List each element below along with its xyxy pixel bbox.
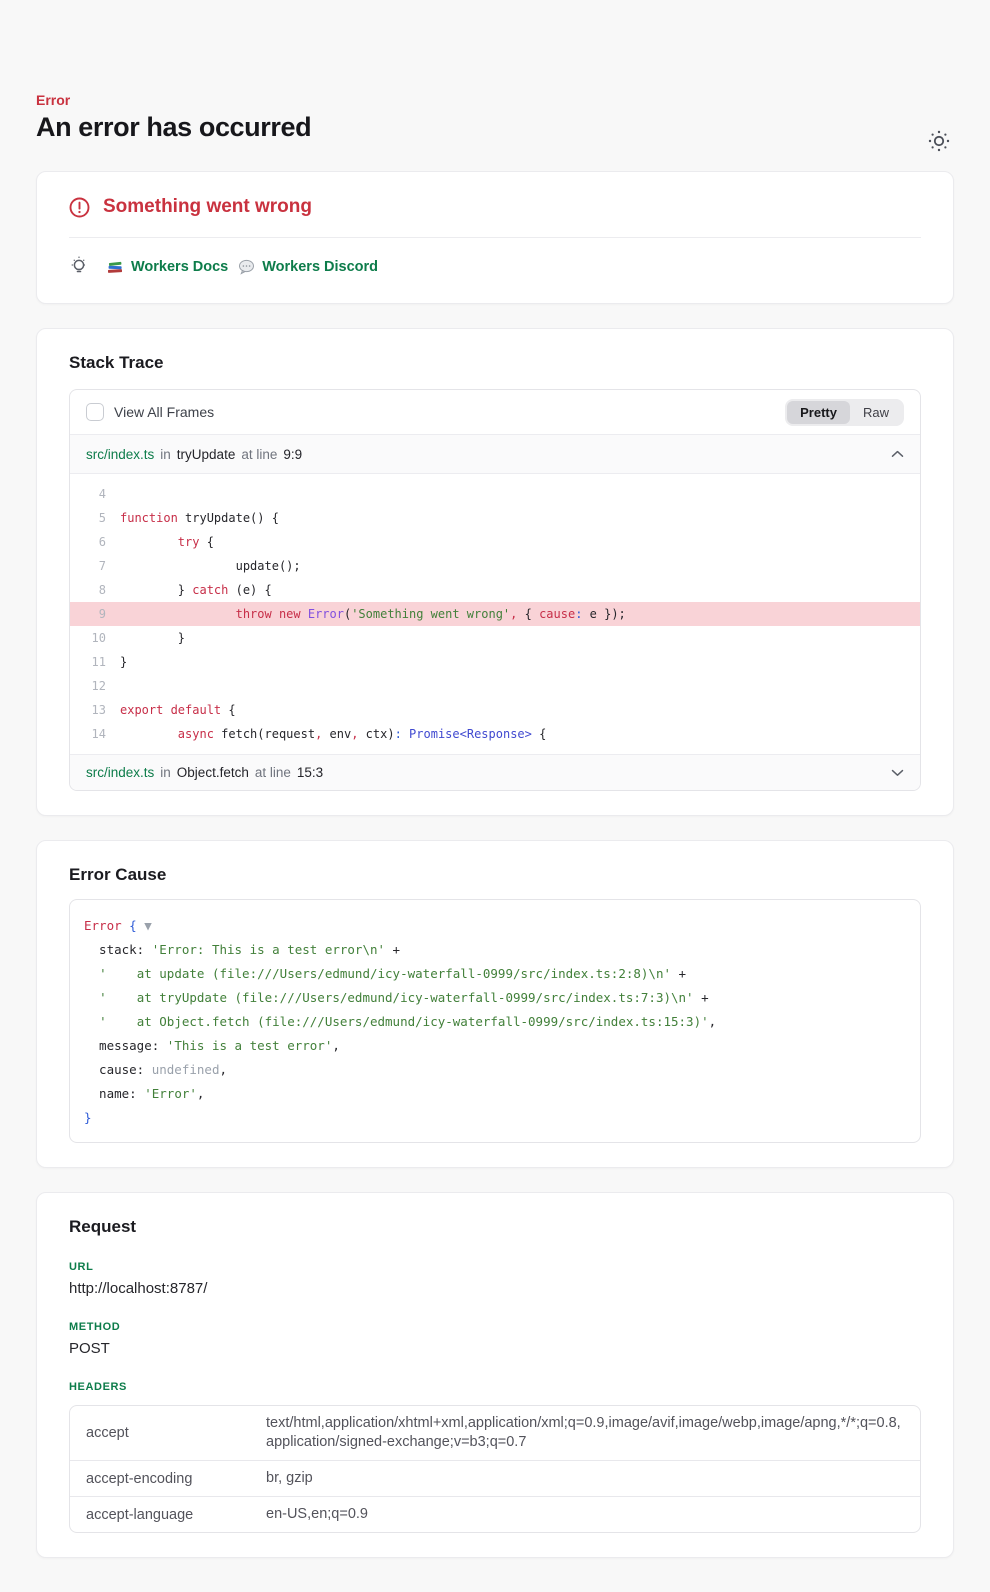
line-number: 7 — [98, 559, 106, 573]
header-value: br, gzip — [266, 1470, 313, 1486]
line-number: 14 — [91, 727, 106, 741]
request-heading: Request — [69, 1217, 137, 1236]
url-value: http://localhost:8787/ — [69, 1280, 208, 1297]
cause-line-8: name: 'Error' , — [84, 1085, 205, 1101]
header-name: accept-encoding — [86, 1470, 193, 1487]
header-value: text/html,application/xhtml+xml,application/xml;q=0.9,image/avif,image/webp,image/apng,*/*;q=0.8,application/signed-exchange;v=b3;q=0.7 — [266, 1415, 901, 1450]
method-value: POST — [69, 1340, 110, 1357]
workers-discord-link[interactable] — [238, 259, 378, 275]
sun-icon — [926, 128, 952, 154]
format-segmented-control — [785, 399, 904, 426]
line-number: 10 — [91, 631, 106, 645]
code-line-6 — [70, 530, 920, 554]
header-row — [70, 1460, 920, 1496]
line-number: 6 — [98, 535, 106, 549]
alert-heading: Something went wrong — [103, 196, 312, 217]
line-number: 13 — [91, 703, 106, 717]
code-line-7 — [70, 554, 920, 578]
line-number: 4 — [98, 487, 106, 501]
header-value: en-US,en;q=0.9 — [266, 1506, 368, 1522]
headers-label: HEADERS — [69, 1381, 127, 1393]
line-number: 11 — [91, 655, 106, 669]
code-text: } — [120, 655, 128, 669]
page-title: An error has occurred — [36, 112, 312, 142]
code-text: update(); — [120, 559, 301, 573]
stack-trace-box — [69, 389, 921, 791]
workers-discord-label: Workers Discord — [262, 259, 379, 275]
code-line-5 — [70, 506, 920, 530]
line-number: 12 — [91, 679, 106, 693]
cause-line-1: Error { ▼ — [84, 917, 152, 933]
code-line-13 — [70, 698, 920, 722]
cause-line-5: ' at Object.fetch (file:///Users/edmund/icy-waterfall-0999/src/index.ts:15:3)' , — [99, 1013, 717, 1029]
chevron-up-icon — [891, 450, 904, 458]
code-text: function tryUpdate() { — [120, 511, 279, 525]
code-line-10 — [70, 626, 920, 650]
request-card — [36, 1192, 954, 1558]
code-text: } — [120, 631, 186, 645]
view-all-frames-label: View All Frames — [114, 404, 215, 420]
line-number: 9 — [98, 607, 106, 621]
line-number: 5 — [98, 511, 106, 525]
workers-docs-label: Workers Docs — [131, 259, 229, 275]
cause-line-3: ' at update (file:///Users/edmund/icy-waterfall-0999/src/index.ts:2:8)\n' + — [99, 965, 687, 981]
code-text: throw new Error('Something went wrong', { cause: e }); — [235, 607, 626, 621]
frame-location: 9:9 — [283, 446, 303, 462]
code-text: async fetch(request, env, ctx): Promise<Response> { — [177, 727, 547, 741]
code-line-14 — [70, 722, 920, 746]
header-row — [70, 1406, 920, 1460]
frame-location: 15:3 — [296, 765, 324, 780]
books-icon — [107, 259, 124, 275]
url-label: URL — [69, 1261, 94, 1273]
cause-lines — [69, 899, 921, 1143]
speech-balloon-icon — [238, 259, 255, 275]
code-line-4 — [70, 482, 920, 506]
cause-line-4: ' at tryUpdate (file:///Users/edmund/icy-waterfall-0999/src/index.ts:7:3)\n' + — [99, 989, 709, 1005]
error-cause-card — [36, 840, 954, 1168]
code-text: try { — [177, 535, 214, 549]
lightbulb-icon — [69, 255, 89, 279]
frame-at-label: at line — [254, 765, 291, 780]
error-eyebrow: Error — [36, 92, 71, 108]
stack-trace-heading: Stack Trace — [69, 353, 164, 372]
frame-at-label: at line — [241, 446, 278, 462]
view-all-frames-control[interactable] — [86, 403, 214, 421]
frame-file-link[interactable]: src/index.ts — [86, 765, 155, 780]
stack-frame-header-1[interactable] — [70, 434, 920, 474]
header-row — [70, 1496, 920, 1532]
code-line-11 — [70, 650, 920, 674]
frame-function-name: tryUpdate — [176, 446, 236, 462]
stack-trace-card — [36, 328, 954, 816]
code-line-8 — [70, 578, 920, 602]
alert-card — [36, 171, 954, 304]
raw-button[interactable]: Raw — [850, 401, 902, 424]
frame-in-label: in — [160, 765, 171, 780]
cause-line-9: } — [84, 1109, 92, 1125]
code-lines — [70, 474, 920, 754]
cause-line-2: stack: 'Error: This is a test error\n' + — [84, 941, 401, 957]
cause-line-7: cause: undefined , — [84, 1061, 227, 1077]
code-text: export default { — [120, 703, 236, 717]
frame-file-link[interactable]: src/index.ts — [86, 446, 155, 462]
view-all-frames-checkbox[interactable] — [86, 403, 104, 421]
pretty-button[interactable]: Pretty — [787, 401, 850, 424]
stack-frame-header-2[interactable] — [70, 754, 920, 790]
workers-docs-link[interactable] — [107, 259, 228, 275]
code-line-9 — [70, 602, 920, 626]
theme-toggle-button[interactable] — [922, 124, 956, 158]
header-name: accept — [86, 1425, 129, 1441]
error-cause-heading: Error Cause — [69, 865, 167, 884]
frame-function-name: Object.fetch — [176, 765, 249, 780]
chevron-down-icon — [891, 769, 904, 777]
alert-circle-icon — [69, 197, 90, 218]
code-line-12 — [70, 674, 920, 698]
frame-in-label: in — [160, 446, 171, 462]
code-text: } catch (e) { — [120, 583, 272, 597]
divider — [69, 237, 921, 238]
method-label: METHOD — [69, 1321, 121, 1333]
cause-line-6: message: 'This is a test error' , — [84, 1037, 340, 1053]
headers-table — [69, 1405, 921, 1533]
header-name: accept-language — [86, 1506, 194, 1523]
stack-trace-toolbar — [70, 390, 920, 434]
line-number: 8 — [98, 583, 106, 597]
